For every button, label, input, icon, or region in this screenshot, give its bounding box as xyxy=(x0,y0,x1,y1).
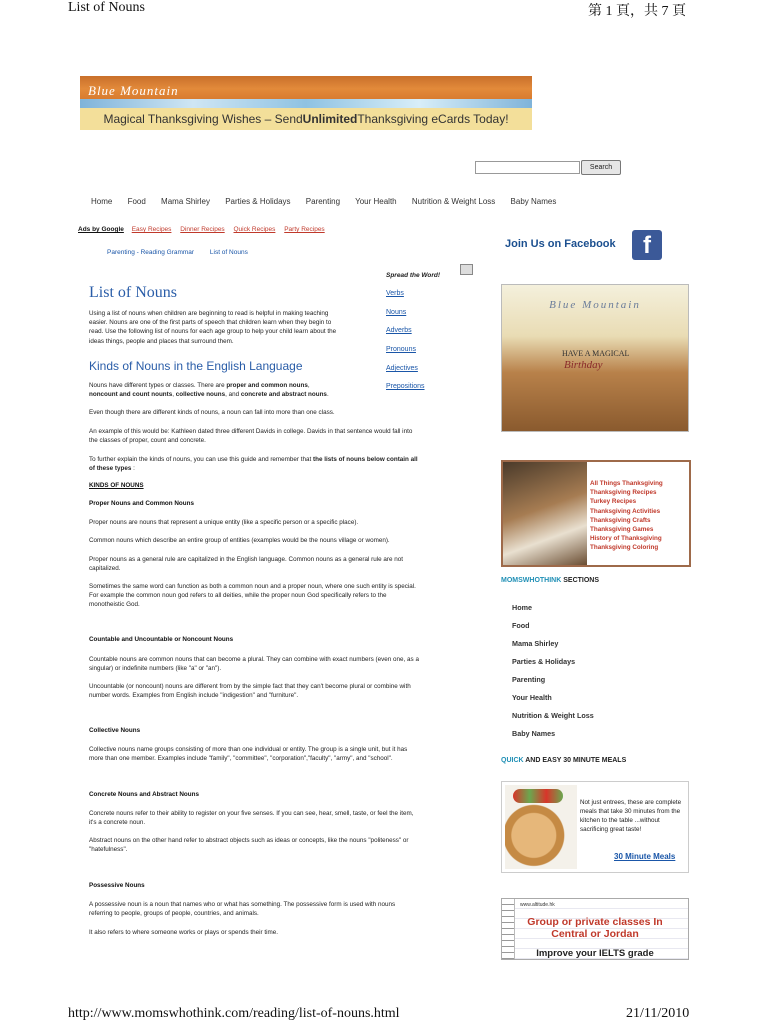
breadcrumb-current[interactable]: List of Nouns xyxy=(209,249,248,256)
quick-meals-box xyxy=(501,781,689,873)
tg-link-history[interactable]: History of Thanksgiving xyxy=(590,535,662,543)
ad-line-1: Group or private classes In xyxy=(527,916,663,928)
nav-nutrition[interactable]: Nutrition & Weight Loss xyxy=(411,197,496,206)
tg-link-activities[interactable]: Thanksgiving Activities xyxy=(590,507,661,515)
card-line-2: Birthday xyxy=(564,359,603,371)
tg-link-all[interactable]: All Things Thanksgiving xyxy=(590,480,663,487)
nav-mama-shirley[interactable]: Mama Shirley xyxy=(161,197,210,206)
quick-meals-heading: QUICK AND EASY 30 MINUTE MEALS xyxy=(501,757,627,764)
section-subtitle: Kinds of Nouns in the English Language xyxy=(89,359,303,373)
ads-label[interactable]: Ads by Google xyxy=(78,226,124,233)
ad-url: www.altitude.hk xyxy=(520,902,555,908)
link-pronouns[interactable]: Pronouns xyxy=(386,346,416,353)
nav-your-health[interactable]: Your Health xyxy=(355,197,397,206)
even-paragraph: Even though there are different kinds of nouns, a noun can fall into more than one class. xyxy=(89,409,335,416)
common-paragraph: Common nouns which describe an entire group of entities (examples would be the nouns village or women). xyxy=(89,537,390,544)
link-adverbs[interactable]: Adverbs xyxy=(386,327,412,334)
intro-paragraph: Using a list of nouns when children are beginning to read is helpful in making teaching easier. Nouns are one of the first parts of speech that children learn when they begin to read. Use the following list of nouns for each age group to help your child learn about the ideas things, people and places that surround them. xyxy=(89,310,337,345)
card-logo: Blue Mountain xyxy=(549,299,641,311)
example-paragraph: An example of this would be: Kathleen dated three different Davids in college. Davids in that sentence would fall into the classes of proper, count and concrete. xyxy=(89,428,413,445)
print-footer-date: 21/11/2010 xyxy=(626,1006,690,1021)
banner-logo: Blue Mountain xyxy=(88,83,179,98)
nav-parties-holidays[interactable]: Parties & Holidays xyxy=(225,197,291,206)
heading-concrete: Concrete Nouns and Abstract Nouns xyxy=(89,791,199,798)
link-verbs[interactable]: Verbs xyxy=(386,290,404,297)
thanksgiving-photo xyxy=(503,462,587,565)
section-health[interactable]: Your Health xyxy=(512,693,552,702)
possessive-paragraph: A possessive noun is a noun that names who or what has something. The possessive form is used with nouns referring to people, groups of people, countries, and animals. xyxy=(89,901,396,918)
page-title: List of Nouns xyxy=(89,284,177,301)
ad-quick-recipes[interactable]: Quick Recipes xyxy=(233,226,276,233)
collective-paragraph: Collective nouns name groups consisting of more than one individual or entity. The group is a single unit, but it has more than one member. Examples include "family", "committee", "corporation","faculty", "army", and "school". xyxy=(89,746,408,763)
facebook-icon[interactable]: f xyxy=(632,230,662,260)
main-nav xyxy=(91,197,569,206)
section-home[interactable]: Home xyxy=(512,603,532,612)
facebook-link[interactable]: Join Us on Facebook xyxy=(505,238,616,250)
card-line-1: HAVE A MAGICAL xyxy=(562,349,630,358)
heading-countable: Countable and Uncountable or Noncount Nouns xyxy=(89,636,234,643)
uncountable-paragraph: Uncountable (or noncount) nouns are different from by the simple fact that they can't become plural or combine with number words. Examples from English include "indigestion" and "furniture". xyxy=(89,683,411,700)
nav-parenting[interactable]: Parenting xyxy=(305,197,341,206)
kinds-paragraph: Nouns have different types or classes. There are proper and common nouns, noncount and count nounts, collective nouns, and concrete and abstract nouns. xyxy=(89,382,329,399)
print-header-title: List of Nouns xyxy=(68,0,145,15)
same-word-paragraph: Sometimes the same word can function as both a common noun and a proper noun, where one such entity is special. For example the common noun god refers to all deities, while the proper noun God specifically refers to the monotheistic God. xyxy=(89,583,416,609)
ad-dinner-recipes[interactable]: Dinner Recipes xyxy=(180,226,225,233)
search-button[interactable]: Search xyxy=(581,160,621,175)
banner-ad[interactable] xyxy=(80,76,532,130)
print-header-page: 第 1 頁，共 7 頁 xyxy=(588,4,686,19)
thanksgiving-box xyxy=(501,460,691,567)
tg-link-crafts[interactable]: Thanksgiving Crafts xyxy=(590,516,651,524)
breadcrumb-section[interactable]: Parenting - Reading Grammar xyxy=(107,249,195,256)
section-nutrition[interactable]: Nutrition & Weight Loss xyxy=(512,711,594,720)
section-mama-shirley[interactable]: Mama Shirley xyxy=(512,639,559,648)
section-food[interactable]: Food xyxy=(512,621,530,630)
sections-heading: MOMSWHOTHINK SECTIONS xyxy=(501,577,600,584)
capitalization-paragraph: Proper nouns as a general rule are capitalized in the English language. Common nouns as a general rule are not capitalized. xyxy=(89,556,403,573)
abstract-paragraph: Abstract nouns on the other hand refer to abstract objects such as ideas or concepts, like the nouns "politeness" or "hatefulness". xyxy=(89,837,409,854)
link-nouns[interactable]: Nouns xyxy=(386,309,407,316)
nav-home[interactable]: Home xyxy=(91,197,113,206)
google-ads xyxy=(78,226,332,233)
tg-link-recipes[interactable]: Thanksgiving Recipes xyxy=(590,489,657,497)
ielts-ad[interactable] xyxy=(501,898,689,960)
ad-party-recipes[interactable]: Party Recipes xyxy=(284,226,325,233)
nav-food[interactable]: Food xyxy=(127,197,146,206)
countable-paragraph: Countable nouns are common nouns that can become a plural. They can combine with exact numbers (even one, as a singular) or indefinite numbers (like "a" or "an"). xyxy=(89,656,419,673)
possessive-paragraph-2: It also refers to where someone works or plays or spends their time. xyxy=(89,929,278,936)
printer-icon[interactable] xyxy=(460,264,473,275)
heading-possessive: Possessive Nouns xyxy=(89,882,145,889)
tg-link-games[interactable]: Thanksgiving Games xyxy=(590,526,654,534)
ad-easy-recipes[interactable]: Easy Recipes xyxy=(131,226,172,233)
further-paragraph: To further explain the kinds of nouns, you can use this guide and remember that the lists of nouns below contain all of these types : xyxy=(89,456,418,473)
spread-label: Spread the Word! xyxy=(386,272,441,279)
search-input[interactable] xyxy=(475,161,580,174)
nav-baby-names[interactable]: Baby Names xyxy=(510,197,557,206)
quick-meals-link[interactable]: 30 Minute Meals xyxy=(614,852,676,861)
banner-text: Magical Thanksgiving Wishes – Send Unlimited Thanksgiving eCards Today! xyxy=(80,108,532,130)
quick-meals-text: Not just entrees, these are complete meals that take 30 minutes from the kitchen to the table ...without sacrificing great taste! xyxy=(580,799,682,833)
section-parties[interactable]: Parties & Holidays xyxy=(512,657,576,666)
ad-line-3: Improve your IELTS grade xyxy=(536,948,654,959)
section-baby-names[interactable]: Baby Names xyxy=(512,729,556,738)
link-adjectives[interactable]: Adjectives xyxy=(386,365,418,372)
breadcrumb xyxy=(107,249,248,256)
print-footer-url: http://www.momswhothink.com/reading/list-of-nouns.html xyxy=(68,1006,400,1021)
ad-line-2: Central or Jordan xyxy=(551,928,639,940)
birthday-ecard-ad[interactable] xyxy=(501,284,689,432)
tg-link-turkey[interactable]: Turkey Recipes xyxy=(590,498,637,506)
heading-proper-common: Proper Nouns and Common Nouns xyxy=(89,500,194,507)
concrete-paragraph: Concrete nouns refer to their ability to register on your five senses. If you can see, hear, smell, taste, or feel the item, it's a concrete noun. xyxy=(89,810,414,827)
banner-wave xyxy=(80,99,532,108)
section-parenting[interactable]: Parenting xyxy=(512,675,546,684)
link-prepositions[interactable]: Prepositions xyxy=(386,383,425,390)
meal-photo xyxy=(505,785,577,869)
kinds-heading: KINDS OF NOUNS xyxy=(89,482,144,489)
heading-collective: Collective Nouns xyxy=(89,727,141,734)
proper-paragraph: Proper nouns are nouns that represent a unique entity (like a specific person or a specific place). xyxy=(89,519,359,526)
tg-link-coloring[interactable]: Thanksgiving Coloring xyxy=(590,544,659,552)
